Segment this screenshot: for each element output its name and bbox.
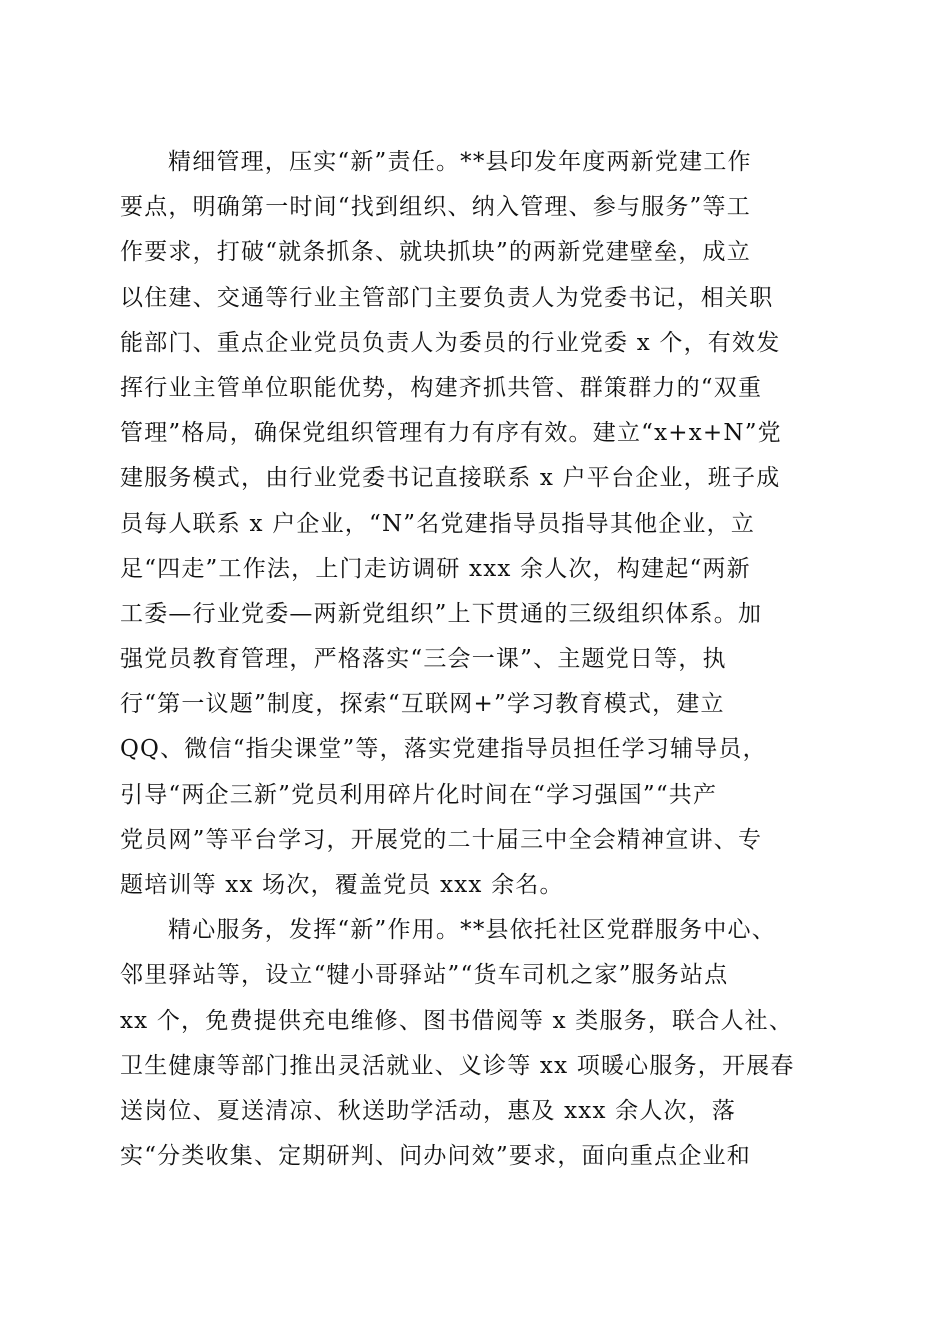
- paragraph-1: [120, 140, 830, 908]
- paragraph-line: 精心服务，发挥“新”作用。**县依托社区党群服务中心、: [168, 917, 776, 944]
- paragraph-line: 管理”格局，确保党组织管理有力有序有效。建立“x+x+N”党: [120, 420, 782, 447]
- document-body: [120, 140, 830, 1179]
- paragraph-line: 工委—行业党委—两新党组织”上下贯通的三级组织体系。加: [120, 600, 763, 627]
- paragraph-line: 行“第一议题”制度，探索“互联网+”学习教育模式，建立: [120, 691, 725, 718]
- paragraph-line: 精细管理，压实“新”责任。**县印发年度两新党建工作: [168, 149, 752, 175]
- paragraph-line: 卫生健康等部门推出灵活就业、义诊等 xx 项暖心服务，开展春: [120, 1052, 795, 1079]
- paragraph-line: 邻里驿站等，设立“犍小哥驿站”“货车司机之家”服务站点: [120, 962, 729, 989]
- paragraph-line: 题培训等 xx 场次，覆盖党员 xxx 余名。: [120, 872, 564, 898]
- paragraph-line: 要点，明确第一时间“找到组织、纳入管理、参与服务”等工: [120, 194, 751, 221]
- paragraph-line: 作要求，打破“就条抓条、就块抓块”的两新党建壁垒，成立: [120, 239, 751, 266]
- paragraph-line: 实“分类收集、定期研判、问办问效”要求，面向重点企业和: [120, 1143, 751, 1170]
- paragraph-line: 员每人联系 x 户企业，“N”名党建指导员指导其他企业，立: [120, 510, 756, 537]
- paragraph-line: 引导“两企三新”党员利用碎片化时间在“学习强国”“共产: [120, 781, 718, 808]
- paragraph-line: 党员网”等平台学习，开展党的二十届三中全会精神宣讲、专: [120, 826, 763, 853]
- paragraph-line: 以住建、交通等行业主管部门主要负责人为党委书记，相关职: [120, 284, 774, 311]
- paragraph-2: [120, 908, 830, 1179]
- paragraph-line: QQ、微信“指尖课堂”等，落实党建指导员担任学习辅导员，: [120, 736, 767, 763]
- paragraph-line: xx 个，免费提供充电维修、图书借阅等 x 类服务，联合人社、: [120, 1007, 794, 1034]
- paragraph-line: 强党员教育管理，严格落实“三会一课”、主题党日等，执: [120, 646, 727, 673]
- paragraph-line: 挥行业主管单位职能优势，构建齐抓共管、群策群力的“双重: [120, 374, 763, 401]
- paragraph-line: 能部门、重点企业党员负责人为委员的行业党委 x 个，有效发: [120, 329, 781, 356]
- paragraph-line: 送岗位、夏送清凉、秋送助学活动，惠及 xxx 余人次，落: [120, 1097, 737, 1124]
- paragraph-line: 足“四走”工作法，上门走访调研 xxx 余人次，构建起“两新: [120, 555, 751, 582]
- paragraph-line: 建服务模式，由行业党委书记直接联系 x 户平台企业，班子成: [120, 465, 781, 492]
